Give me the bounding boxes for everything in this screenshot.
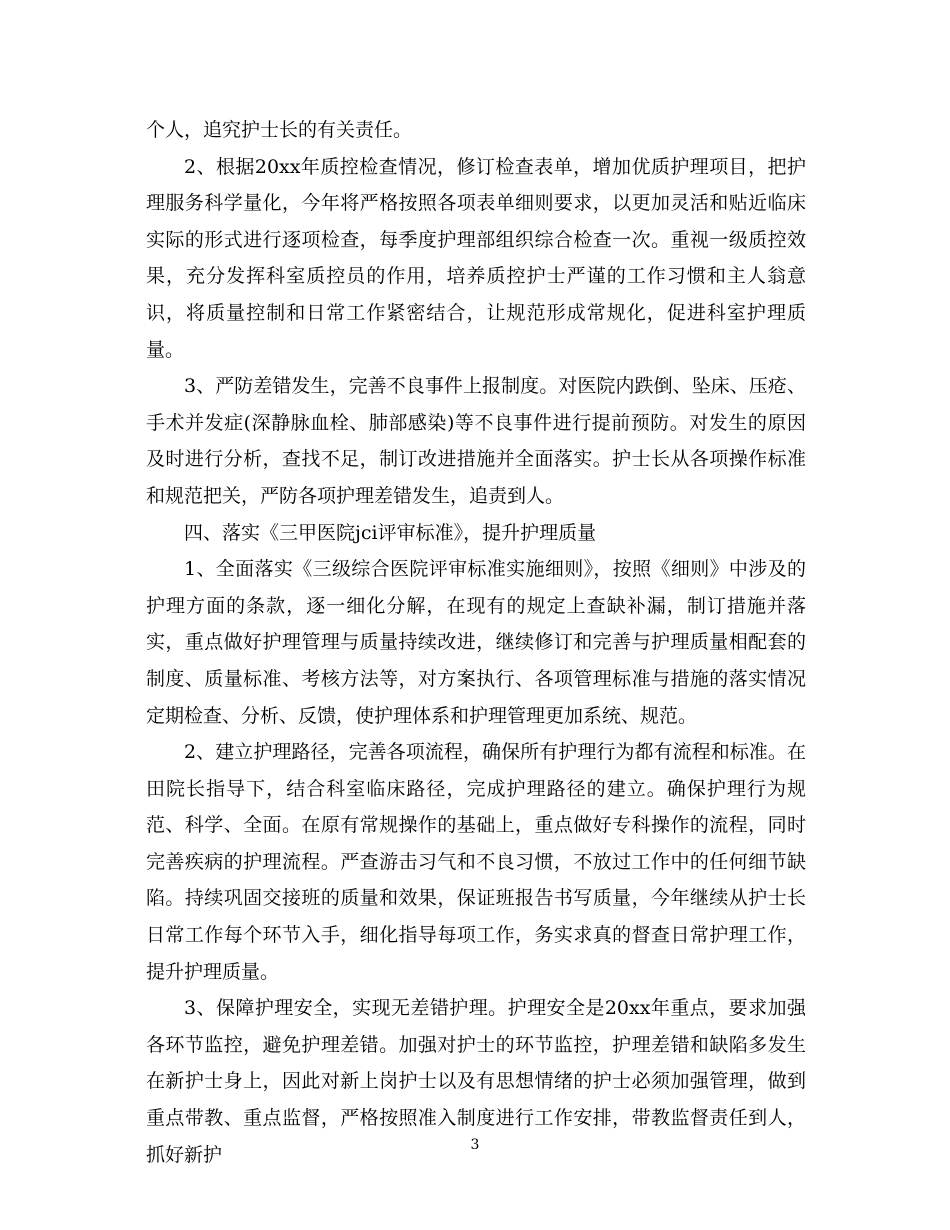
paragraph-item-3-error-prevention: 3、严防差错发生，完善不良事件上报制度。对医院内跌倒、坠床、压疮、手术并发症(深静脉血栓、肺部感染)等不良事件进行提前预防。对发生的原因及时进行分析，查找不足，制订改进措施并全面落实。护士长从各项操作标准和规范把关，严防各项护理差错发生，追责到人。 [146,375,806,507]
paragraph-item-2-checklist: 2、根据20xx年质控检查情况，修订检查表单，增加优质护理项目，把护理服务科学量化，今年将严格按照各项表单细则要求，以更加灵活和贴近临床实际的形式进行逐项检查，每季度护理部组织综合检查一次。重视一级质控效果，充分发挥科室质控员的作用，培养质控护士严谨的工作习惯和主人翁意识，将质量控制和日常工作紧密结合，让规范形成常规化，促进科室护理质量。 [146,155,806,361]
paragraph-item-1-standards: 1、全面落实《三级综合医院评审标准实施细则》，按照《细则》中涉及的护理方面的条款，逐一细化分解，在现有的规定上查缺补漏，制订措施并落实，重点做好护理管理与质量持续改进，继续修订和完善与护理质量相配套的制度、质量标准、考核方法等，对方案执行、各项管理标准与措施的落实情况定期检查、分析、反馈，使护理体系和护理管理更加系统、规范。 [146,558,806,727]
section-heading-four: 四、落实《三甲医院jci评审标准》，提升护理质量 [184,521,597,544]
document-body [146,112,806,1173]
paragraph-item-2-pathway: 2、建立护理路径，完善各项流程，确保所有护理行为都有流程和标准。在田院长指导下，结合科室临床路径，完成护理路径的建立。确保护理行为规范、科学、全面。在原有常规操作的基础上，重点做好专科操作的流程，同时完善疾病的护理流程。严查游击习气和不良习惯，不放过工作中的任何细节缺陷。持续巩固交接班的质量和效果，保证班报告书写质量，今年继续从护士长日常工作每个环节入手，细化指导每项工作，务实求真的督查日常护理工作，提升护理质量。 [146,741,806,983]
paragraph-item-3-safety: 3、保障护理安全，实现无差错护理。护理安全是20xx年重点，要求加强各环节监控，避免护理差错。加强对护士的环节监控，护理差错和缺陷多发生在新护士身上，因此对新上岗护士以及有思想情绪的护士必须加强管理，做到重点带教、重点监督，严格按照准入制度进行工作安排，带教监督责任到人，抓好新护 [146,997,806,1166]
page-number: 3 [470,1137,480,1153]
paragraph-continuation: 个人，追究护士长的有关责任。 [146,119,413,141]
